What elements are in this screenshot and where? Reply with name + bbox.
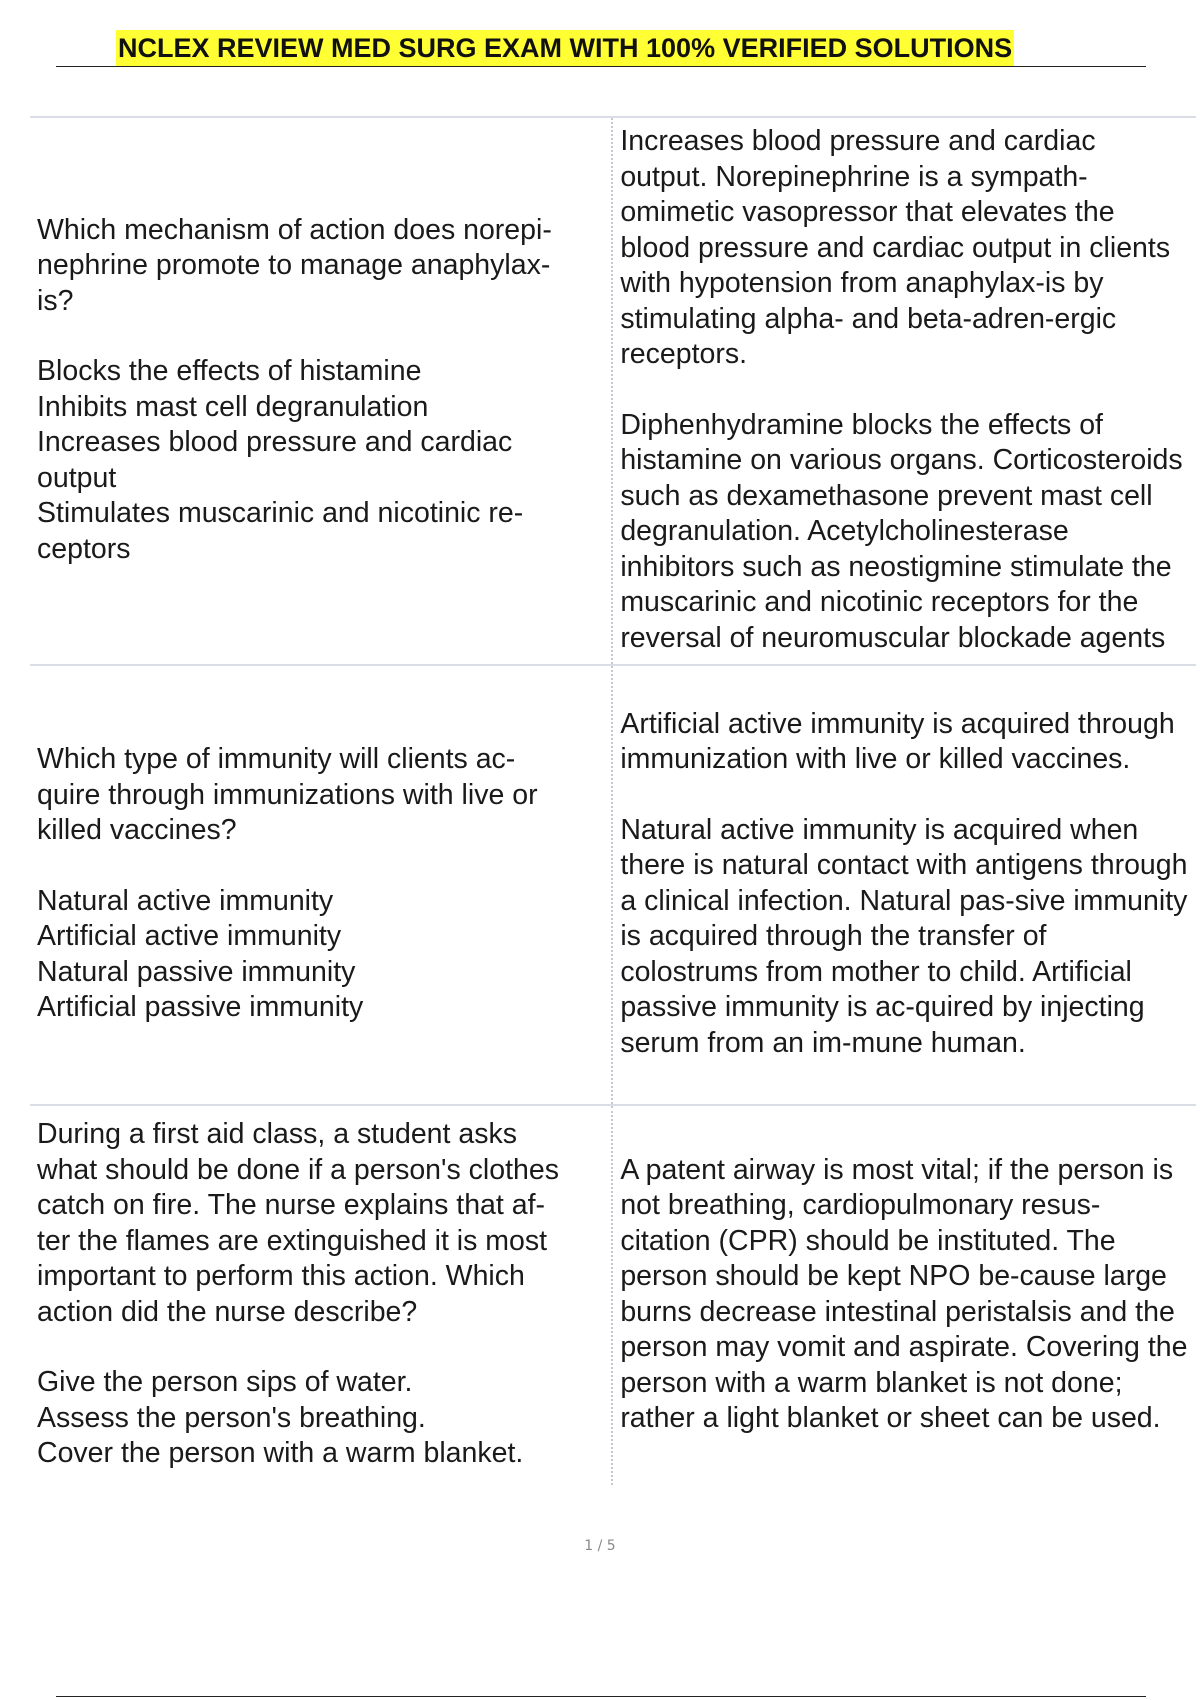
rationale-text: Natural active immunity is acquired when there is natural contact with antigens through a clinical infection. Natural pas-sive immunity is acquired through the transfer of colostrums from mother to child. Artificial passive immunity is ac-quired by injecting serum from an im-mune human.: [620, 813, 1188, 1059]
page-number: 1 / 5: [584, 1538, 616, 1554]
spacer: [37, 319, 605, 354]
spacer: [37, 849, 605, 884]
question-cell: [30, 665, 612, 1105]
question-text: During a first aid class, a student asks what should be done if a person's clothes catch on fire. The nurse explains that af- ter the flames are extinguished it is most important to perform this action. Which action did the nurse describe?: [37, 1118, 559, 1328]
question-text: Which mechanism of action does norepi- nephrine promote to manage anaphylax- is?: [37, 213, 552, 317]
page-title: NCLEX REVIEW MED SURG EXAM WITH 100% VERIFIED SOLUTIONS: [116, 30, 1014, 66]
table-row: [30, 117, 1196, 665]
answer-text: Artificial active immunity is acquired through immunization with live or killed vaccines.: [620, 707, 1175, 776]
option: Stimulates muscarinic and nicotinic re- ceptors: [37, 497, 524, 565]
option: Artificial active immunity: [37, 920, 342, 953]
option: Artificial passive immunity: [37, 991, 364, 1024]
option: Cover the person with a warm blanket.: [37, 1437, 524, 1470]
rationale-text: Diphenhydramine blocks the effects of histamine on various organs. Corticosteroids such as dexamethasone prevent mast cell degranulation. Acetylcholinesterase inhibitors such as neostigmine stimulate the muscarinic and nicotinic receptors for the reversal of neuromuscular blockade agents: [620, 408, 1183, 654]
question-cell: [30, 1105, 612, 1485]
option: Give the person sips of water.: [37, 1366, 413, 1399]
spacer: [37, 1330, 605, 1365]
spacer: [620, 373, 1190, 408]
answer-cell: [612, 117, 1196, 665]
option: Increases blood pressure and cardiac output: [37, 426, 513, 494]
option: Assess the person's breathing.: [37, 1401, 426, 1434]
header: [56, 30, 1146, 67]
option: Inhibits mast cell degranulation: [37, 390, 429, 423]
option: Natural active immunity: [37, 884, 334, 917]
option: Natural passive immunity: [37, 955, 356, 988]
table-row: [30, 1105, 1196, 1485]
spacer: [620, 778, 1190, 813]
qa-table: [30, 116, 1196, 1485]
answer-cell: [612, 665, 1196, 1105]
table-row: [30, 665, 1196, 1105]
option: Blocks the effects of histamine: [37, 355, 422, 388]
footer-divider: [56, 1696, 1146, 1697]
question-text: Which type of immunity will clients ac- quire through immunizations with live or killed vaccines?: [37, 743, 538, 847]
answer-text: Increases blood pressure and cardiac output. Norepinephrine is a sympath-omimetic vasopressor that elevates the blood pressure and cardiac output in clients with hypotension from anaphylax-is by stimulating alpha- and beta-adren-ergic receptors.: [620, 125, 1171, 370]
question-cell: [30, 117, 612, 665]
answer-cell: [612, 1105, 1196, 1485]
answer-text: A patent airway is most vital; if the person is not breathing, cardiopulmonary resus-citation (CPR) should be instituted. The person should be kept NPO be-cause large burns decrease intestinal peristalsis and the person may vomit and aspirate. Covering the person with a warm blanket is not done; rather a light blanket or sheet can be used.: [620, 1153, 1188, 1434]
